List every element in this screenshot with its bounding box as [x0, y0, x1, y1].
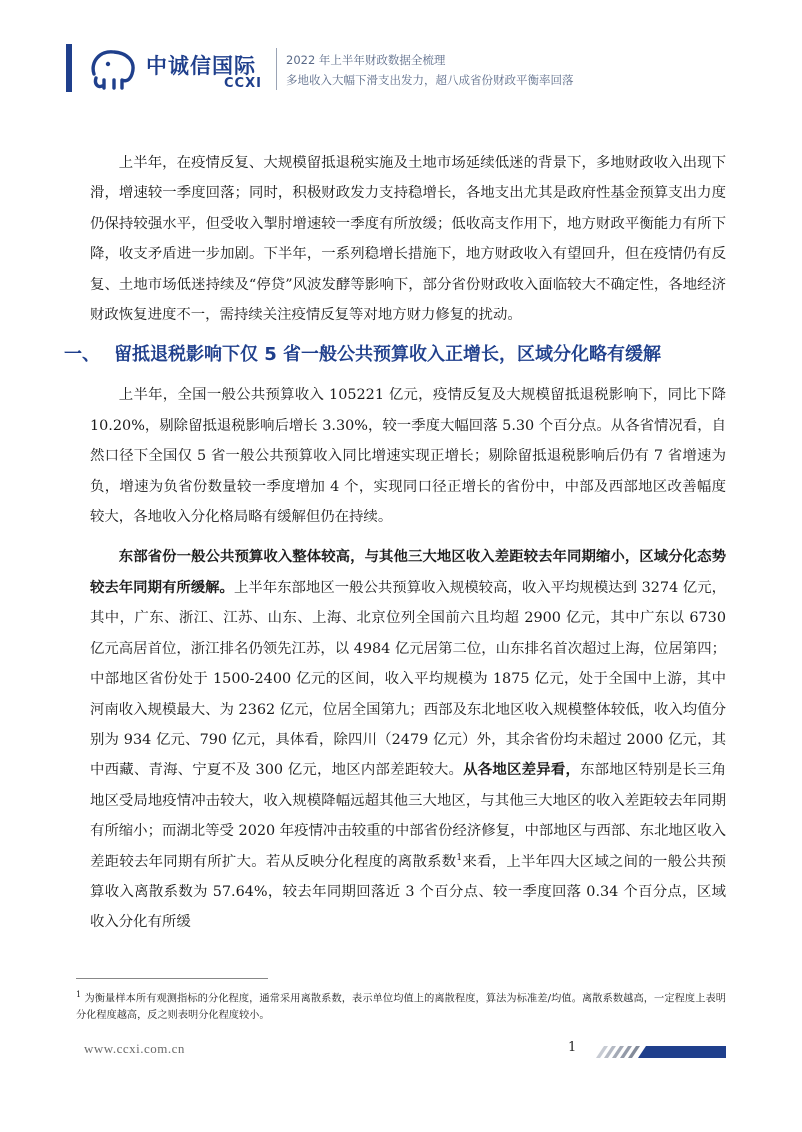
document-body: [64, 148, 726, 938]
page-number: 1: [568, 1040, 577, 1055]
paragraph-text: 上半年东部地区一般公共预算收入规模较高，收入平均规模达到 3274 亿元，其中，广东、浙江、江苏、山东、上海、北京位列全国前六且均超 2900 亿元，其中广东以 6730 亿元高居首位，浙江排名仍领先江苏，以 4984 亿元居第二位，山东排名首次超过上海，位居第四；中部地区省份处于 1500-2400 亿元的区间，收入平均规模为 1875 亿元，处于全国中上游，其中河南收入规模最大、为 2362 亿元，位居全国第九；西部及东北地区收入规模整体较低，收入均值分别为 934 亿元、790 亿元，具体看，除四川（2479 亿元）外，其余省份均未超过 2000 亿元，其中西藏、青海、宁夏不及 300 亿元，地区内部差距较大。: [90, 579, 726, 779]
paragraph-text: 东部地区特别是长三角地区受局地疫情冲击较大，收入规模降幅远超其他三大地区，与其他三大地区的收入差距较去年同期有所缩小；而湖北等受 2020 年疫情冲击较重的中部省份经济修复，中部地区与西部、东北地区收入差距较去年同期有所扩大。若从反映分化程度的离散系数: [90, 762, 726, 870]
report-title: 2022 年上半年财政数据全梳理: [286, 53, 446, 67]
report-title-block: [286, 50, 574, 90]
intro-paragraph: 上半年，在疫情反复、大规模留抵退税实施及土地市场延续低迷的背景下，多地财政收入出现下滑，增速较一季度回落；同时，积极财政发力支持稳增长，各地支出尤其是政府性基金预算支出力度仍保持较强水平，但受收入掣肘增速较一季度有所放缓；低收高支作用下，地方财政平衡能力有所下降，收支矛盾进一步加剧。下半年，一系列稳增长措施下，地方财政收入有望回升，但在疫情仍有反复、土地市场低迷持续及“停贷”风波发酵等影响下，部分省份财政收入面临较大不确定性，各地经济财政恢复进度不一，需持续关注疫情反复等对地方财力修复的扰动。: [90, 155, 726, 324]
page-header: [0, 0, 802, 120]
paragraph-inline-bold: 从各地区差异看，: [463, 761, 581, 779]
section-heading: [64, 340, 726, 370]
paragraph-national-revenue: 上半年，全国一般公共预算收入 105221 亿元，疫情反复及大规模留抵退税影响下，同比下降 10.20%，剔除留抵退税影响后增长 3.30%，较一季度大幅回落 5.30 个百分点。从各省情况看，自然口径下全国仅 5 省一般公共预算收入同比增速实现正增长；剔除留抵退税影响后仍有 7 省增速为负，增速为负省份数量较一季度增加 4 个，实现同口径正增长的省份中，中部及西部地区改善幅度较大，各地收入分化格局略有缓解但仍在持续。: [90, 387, 726, 526]
section-title: 留抵退税影响下仅 5 省一般公共预算收入正增长，区域分化略有缓解: [114, 344, 662, 366]
footer-website[interactable]: www.ccxi.com.cn: [84, 1041, 185, 1056]
footnote-marker: 1: [76, 990, 82, 999]
footnote: [76, 986, 726, 1024]
footnote-divider: [76, 978, 268, 979]
header-divider: [276, 48, 277, 90]
footer-stripes-decoration: [586, 1038, 726, 1058]
footnote-reference[interactable]: 1: [456, 852, 463, 863]
footnote-text: 为衡量样本所有观测指标的分化程度，通常采用离散系数，表示单位均值上的离散程度，算法为标准差/均值。离散系数越高，一定程度上表明分化程度越高，反之则表明分化程度较小。: [76, 993, 726, 1022]
logo-english-name: CCXI: [224, 76, 262, 91]
paragraph-lead-bold: 东部省份一般公共预算收入整体较高，与其他三大地区收入差距较去年同期缩小，区域分化态势较去年同期有所缓解。: [90, 548, 726, 596]
paragraph-regional-revenue: [90, 542, 726, 937]
paragraph-text: 来看，上半年四大区域之间的一般公共预算收入离散系数为 57.64%，较去年同期回落近 3 个百分点、较一季度回落 0.34 个百分点，区域收入分化有所缓: [90, 853, 726, 931]
elephant-logo-icon: [86, 44, 142, 94]
report-subtitle: 多地收入大幅下滑支出发力，超八成省份财政平衡率回落: [286, 73, 574, 87]
section-number: 一、: [64, 344, 100, 366]
ccxi-logo: [86, 44, 266, 94]
logo-chinese-name: 中诚信国际: [146, 54, 256, 78]
header-accent-bar: [66, 44, 72, 92]
